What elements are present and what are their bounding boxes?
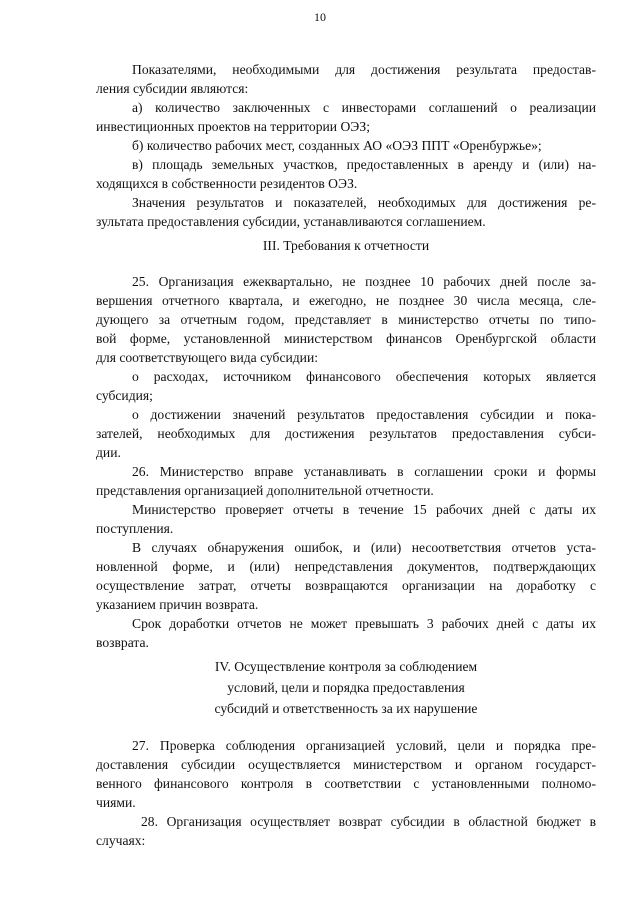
text-line: возврата. [96, 635, 149, 650]
text-line: зультата предоставления субсидии, устанавливаются соглашением. [96, 214, 486, 229]
text-line: 26. Министерство вправе устанавливать в соглашении сроки и формы [132, 464, 596, 479]
text-line: поступления. [96, 521, 174, 536]
text-line: Срок доработки отчетов не может превышать 3 рабочих дней с даты их [132, 616, 596, 631]
text-line: венного финансового контроля в соответствии с установленными полномо- [96, 776, 596, 791]
text-line: субсидия; [96, 388, 153, 403]
text-line: для соответствующего вида субсидии: [96, 350, 319, 365]
text-line: ления субсидии являются: [96, 81, 249, 96]
text-line: новленной форме, и (или) непредставления документов, подтверждающих [96, 559, 596, 574]
text-line: Показателями, необходимыми для достижения результата предостав- [132, 62, 596, 77]
text-line: дующего за отчетным годом, представляет в министерство отчеты по типо- [96, 312, 596, 327]
text-line: вершения отчетного квартала, и ежегодно, не позднее 30 числа месяца, сле- [96, 293, 596, 308]
text-line: ходящихся в собственности резидентов ОЭЗ. [96, 176, 358, 191]
section-heading: IV. Осуществление контроля за соблюдением [214, 659, 478, 674]
page-number: 10 [314, 10, 326, 24]
text-line: представления организацией дополнительной отчетности. [96, 483, 434, 498]
section-heading: условий, цели и порядка предоставления [227, 680, 465, 695]
text-line: В случаях обнаружения ошибок, и (или) несоответствия отчетов уста- [132, 540, 596, 555]
text-line: в) площадь земельных участков, предоставленных в аренду и (или) на- [132, 157, 596, 172]
text-line: указанием причин возврата. [96, 597, 259, 612]
text-line: случаях: [96, 833, 146, 848]
text-line: инвестиционных проектов на территории ОЭЗ; [96, 119, 370, 134]
text-line: зателей, необходимых для достижения результатов предоставления субси- [96, 426, 596, 441]
text-line: а) количество заключенных с инвесторами соглашений о реализации [132, 100, 596, 115]
text-line: дии. [96, 445, 121, 460]
section-heading: субсидий и ответственность за их нарушение [214, 701, 478, 716]
text-line: б) количество рабочих мест, созданных АО «ОЭЗ ППТ «Оренбуржье»; [132, 138, 542, 153]
text-line: о расходах, источником финансового обеспечения которых является [132, 369, 596, 384]
text-line: Министерство проверяет отчеты в течение 15 рабочих дней с даты их [132, 502, 596, 517]
text-line: 25. Организация ежеквартально, не позднее 10 рабочих дней после за- [132, 274, 596, 289]
text-line: Значения результатов и показателей, необходимых для достижения ре- [132, 195, 596, 210]
text-line: о достижении значений результатов предоставления субсидии и пока- [132, 407, 596, 422]
text-line: вой форме, установленной министерством финансов Оренбургской области [96, 331, 596, 346]
text-line: доставления субсидии осуществляется министерством и органом государст- [96, 757, 596, 772]
text-line: 28. Организация осуществляет возврат субсидии в областной бюджет в [141, 814, 596, 829]
text-line: осуществление затрат, отчеты возвращаются организации на доработку с [96, 578, 596, 593]
text-line: 27. Проверка соблюдения организацией условий, цели и порядка пре- [132, 738, 596, 753]
section-heading: III. Требования к отчетности [262, 238, 430, 253]
text-line: чиями. [96, 795, 136, 810]
